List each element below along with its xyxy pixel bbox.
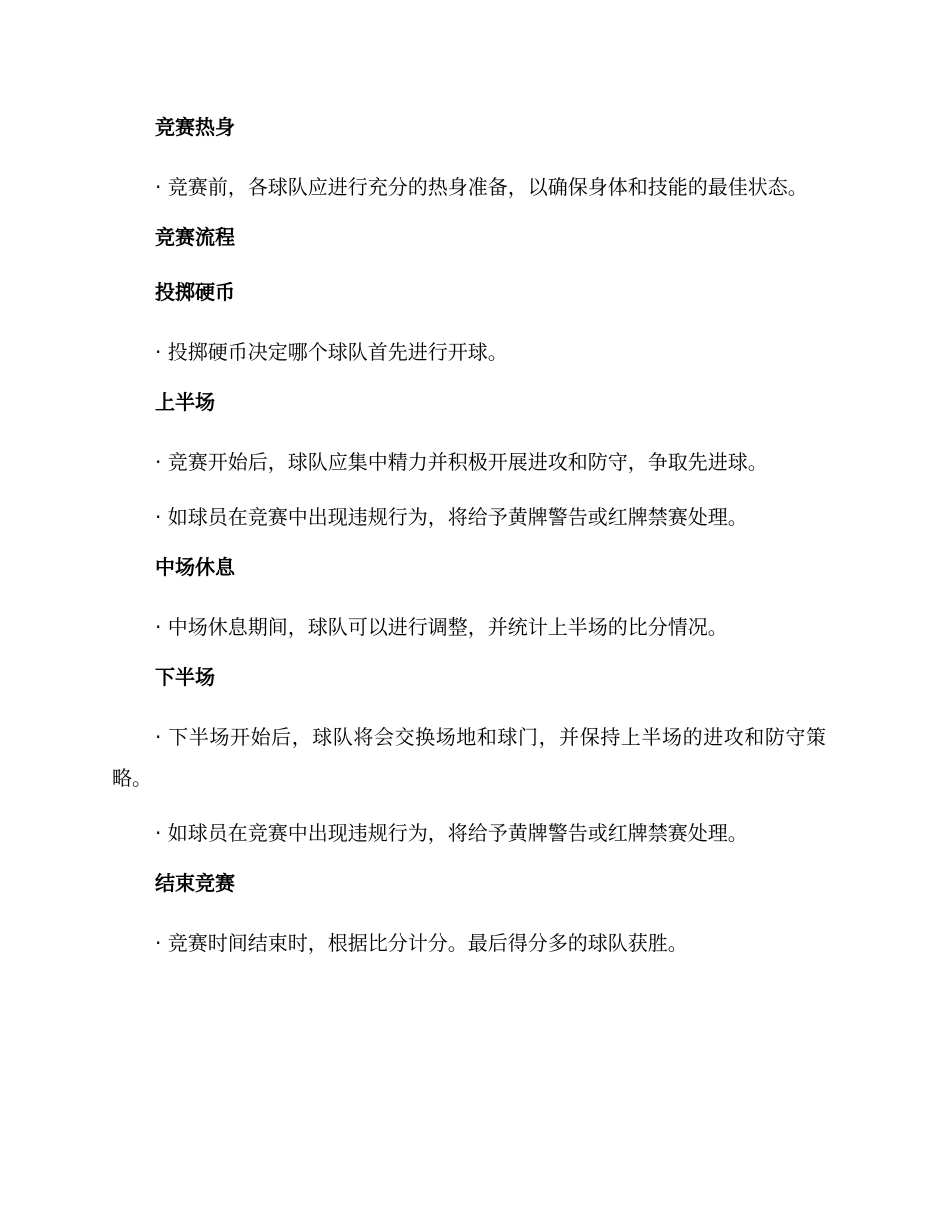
paragraph-first-half-play: · 竞赛开始后，球队应集中精力并积极开展进攻和防守，争取先进球。 <box>155 450 768 474</box>
document-body <box>112 112 826 978</box>
section-heading-halftime: 中场休息 <box>155 555 235 579</box>
paragraph-halftime: · 中场休息期间，球队可以进行调整，并统计上半场的比分情况。 <box>155 615 728 639</box>
section-heading-process: 竞赛流程 <box>155 225 235 249</box>
paragraph-second-half-fouls: · 如球员在竞赛中出现违规行为，将给予黄牌警告或红牌禁赛处理。 <box>155 821 748 845</box>
paragraph-first-half-fouls: · 如球员在竞赛中出现违规行为，将给予黄牌警告或红牌禁赛处理。 <box>155 505 748 529</box>
paragraph-coin-toss: · 投掷硬币决定哪个球队首先进行开球。 <box>155 340 508 364</box>
section-heading-second-half: 下半场 <box>155 665 215 689</box>
paragraph-end: · 竞赛时间结束时，根据比分计分。最后得分多的球队获胜。 <box>155 931 688 955</box>
section-heading-first-half: 上半场 <box>155 390 215 414</box>
section-heading-coin-toss: 投掷硬币 <box>155 280 235 304</box>
section-heading-warmup: 竞赛热身 <box>155 115 235 139</box>
section-heading-end: 结束竞赛 <box>155 871 235 895</box>
paragraph-warmup: · 竞赛前，各球队应进行充分的热身准备，以确保身体和技能的最佳状态。 <box>155 175 808 199</box>
paragraph-second-half-play: · 下半场开始后，球队将会交换场地和球门，并保持上半场的进攻和防守策略。 <box>112 725 826 790</box>
